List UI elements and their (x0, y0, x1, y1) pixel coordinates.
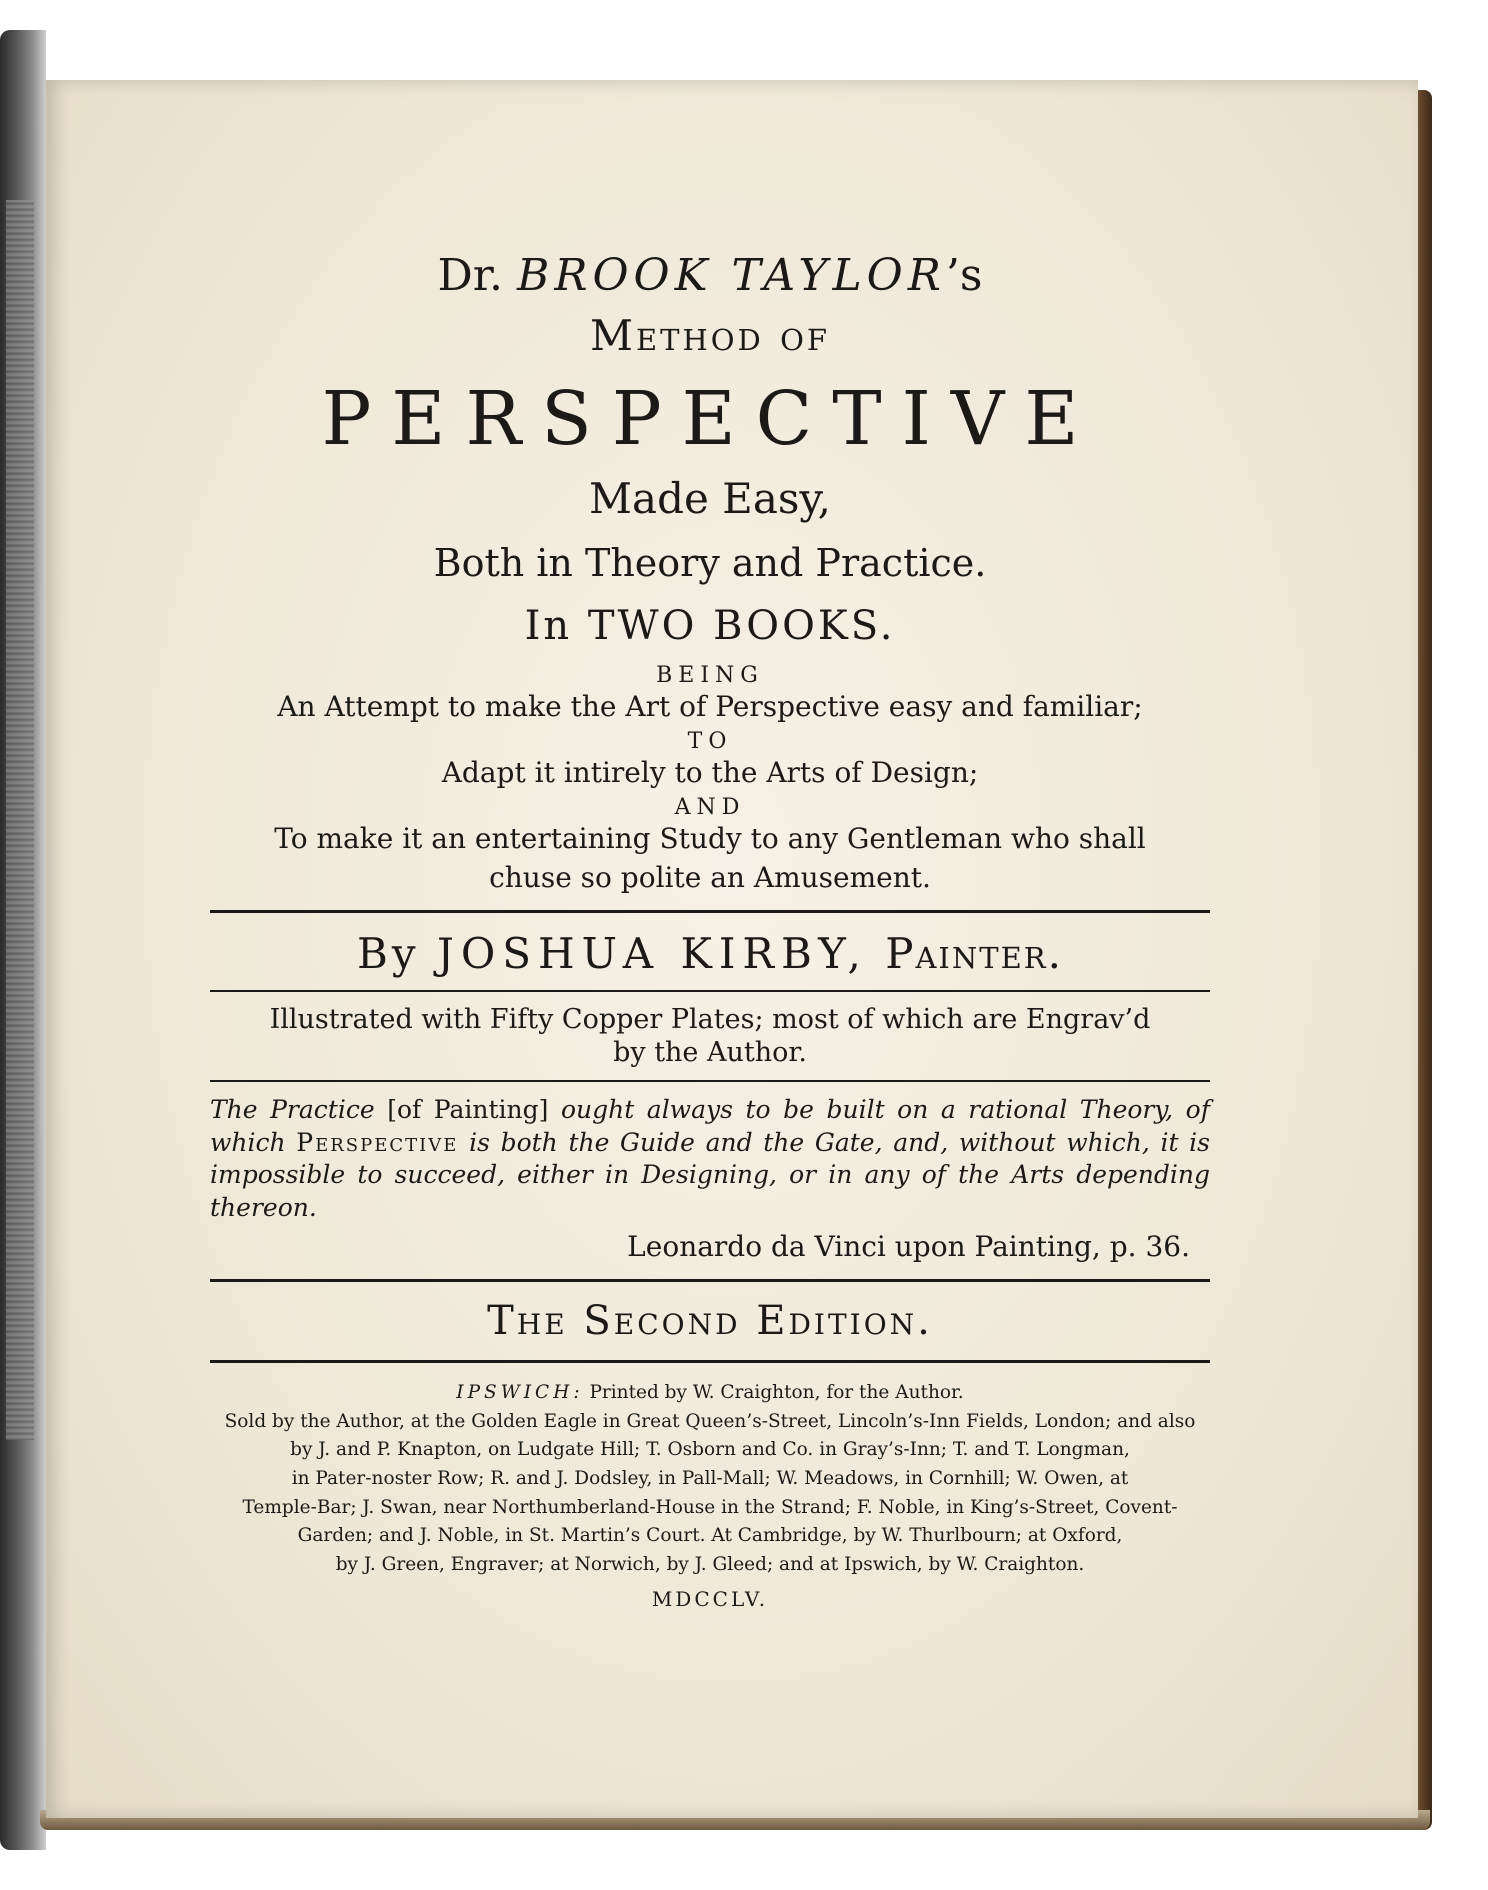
edition-line: The Second Edition. (487, 1298, 933, 1344)
publication-year: MDCCLV. (651, 1586, 769, 1611)
imprint-line-5: Temple-Bar; J. Swan, near Northumberland-House in the Strand; F. Noble, in King’s-Street, Covent- (242, 1496, 1178, 1518)
title-page-text (210, 250, 1210, 1615)
book-spine (0, 30, 46, 1850)
imprint-line-2: Sold by the Author, at the Golden Eagle in Great Queen’s-Street, Lincoln’s-Inn Fields, London; and also (224, 1410, 1196, 1432)
quote-part-4: Perspective (296, 1127, 459, 1157)
attempt-line: An Attempt to make the Art of Perspective easy and familiar; (277, 690, 1143, 723)
byline (210, 929, 1210, 978)
imprint-line-4: in Pater-noster Row; R. and J. Dodsley, in Pall-Mall; W. Meadows, in Cornhill; W. Owen, at (291, 1468, 1129, 1490)
method-line: Method of (589, 311, 831, 360)
divider-rule-5 (210, 1360, 1210, 1363)
byline-prefix: By (357, 929, 420, 978)
divider-rule-3 (210, 1080, 1210, 1082)
imprint-line-7: by J. Green, Engraver; at Norwich, by J. Gleed; and at Ipswich, by W. Craighton. (335, 1554, 1085, 1576)
byline-title: Painter. (885, 929, 1063, 978)
to-label: TO (687, 729, 733, 754)
byline-name: JOSHUA KIRBY, (437, 929, 868, 978)
imprint-printer: Printed by W. Craighton, for the Author. (589, 1382, 964, 1403)
imprint (210, 1379, 1210, 1615)
and-label: AND (674, 795, 746, 820)
imprint-line-6: Garden; and J. Noble, in St. Martin’s Court. At Cambridge, by W. Thurlbourn; at Oxford, (297, 1525, 1123, 1547)
adapt-line: Adapt it intirely to the Arts of Design; (441, 756, 979, 789)
author-prefix: Dr. (437, 250, 503, 301)
entertain-line-2: chuse so polite an Amusement. (489, 861, 931, 894)
epigraph-citation: Leonardo da Vinci upon Painting, p. 36. (627, 1230, 1190, 1263)
quote-part-1: The Practice (210, 1095, 375, 1124)
divider-rule-1 (210, 910, 1210, 913)
theory-practice-line: Both in Theory and Practice. (433, 541, 987, 585)
quote-part-5: is both the Guide and the Gate, and, without which, it is impossible to succeed, either in Designing, or in any of the Arts depending thereon. (210, 1127, 1210, 1222)
divider-rule-4 (210, 1279, 1210, 1282)
entertain-line-1: To make it an entertaining Study to any Gentleman who shall (274, 822, 1146, 855)
made-easy-line: Made Easy, (589, 474, 831, 523)
illustrated-line-1: Illustrated with Fifty Copper Plates; most of which are Engrav’d (269, 1004, 1151, 1035)
divider-rule-2 (210, 990, 1210, 992)
two-books-line: In TWO BOOKS. (524, 603, 896, 649)
quote-part-3: ought always to be built on a rational Theory, of which (210, 1095, 1210, 1157)
author-suffix: ’s (945, 250, 983, 301)
author-name: BROOK TAYLOR (517, 250, 946, 301)
imprint-place: IPSWICH: (456, 1382, 584, 1403)
illustrated-line-2: by the Author. (613, 1037, 807, 1068)
facing-plate-engraving (6, 200, 34, 1440)
imprint-line-3: by J. and P. Knapton, on Ludgate Hill; T. Osborn and Co. in Gray’s-Inn; T. and T. Longman, (290, 1439, 1130, 1461)
imprint-line-1 (210, 1379, 1210, 1408)
quote-part-2: [of Painting] (387, 1095, 549, 1124)
main-title: PERSPECTIVE (321, 376, 1099, 462)
being-label: BEING (656, 663, 764, 688)
epigraph-quote (210, 1094, 1210, 1224)
author-line (210, 250, 1210, 301)
